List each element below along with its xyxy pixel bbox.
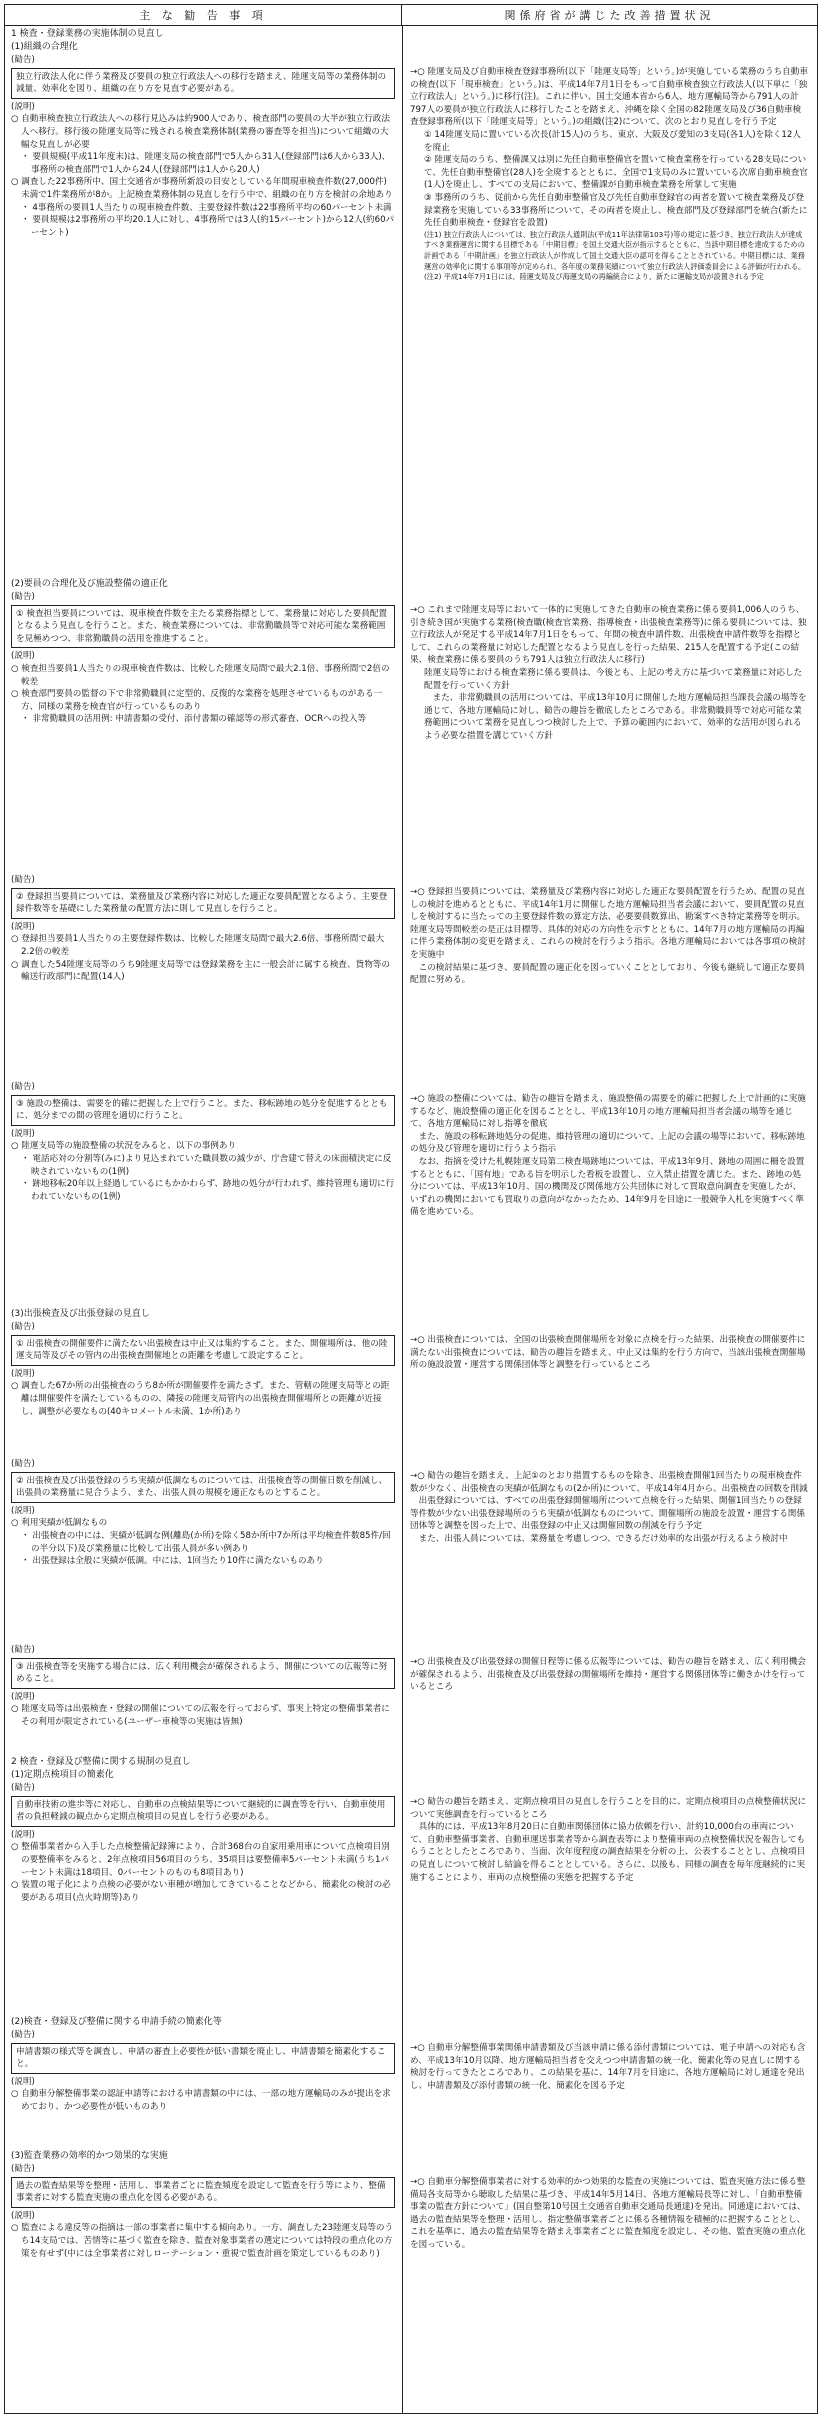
explanation-item: ○ 検査部門要員の監督の下で非常勤職員に定型的、反復的な業務を処理させているものがある一方、同様の業務を検査官が行っているものあり [11, 689, 383, 712]
header-measures: 関係府省が講じた改善措置状況 [504, 9, 715, 22]
recommendation-label: (勧告) [11, 1783, 35, 1793]
subsection-heading-2-3: (3)監査業務の効率的かつ効果的な実施 [11, 2151, 168, 2161]
explanation-label: (説明) [11, 1368, 35, 1379]
recommendation-label: (勧告) [11, 2164, 35, 2174]
table-header [5, 5, 817, 26]
explanation-label: (説明) [11, 921, 35, 932]
document-page [4, 4, 818, 2414]
recommendation-label: (勧告) [11, 875, 35, 885]
explanation-item: ・ 4事務所の要員1人当たりの現車検査件数、主要登録件数は22事務所平均の60パーセント未満 [21, 202, 392, 213]
recommendation-box: 自動車技術の進歩等に対応し、自動車の点検結果等について継続的に調査等を行い、自動車使用者の負担軽減の観点から定期点検項目の見直しを行う必要がある。 [11, 1796, 395, 1827]
recommendation-box: ③ 施設の整備は、需要を的確に把握した上で行うこと。また、移転跡地の処分を促進するとともに、処分までの間の管理を適切に行うこと。 [11, 1095, 395, 1126]
recommendation-box: ① 出張検査の開催要件に満たない出張検査は中止又は集約すること。また、開催場所は、他の陸運支局等及びその管内の出張検査開催地との距離を考慮して設定すること。 [11, 1335, 395, 1366]
recommendation-label: (勧告) [11, 592, 35, 602]
measure-note: (注2) 平成14年7月1日には、陸運支局及び海運支局の再編統合により、新たに運輸支局が設置される予定 [424, 272, 764, 282]
explanation-item: ○ 自動車分解整備事業の認証申請等における申請書類の中には、一部の地方運輸局のみが提出を求めており、かつ必要性が低いものあり [11, 2089, 391, 2112]
explanation-label: (説明) [11, 1691, 35, 1702]
measure-text: →○ 勧告の趣旨を踏まえ、上記①のとおり措置するものを除き、出張検査開催1回当たりの現車検査件数が少なく、出張検査の実績が低調なもの(2か所)について、平成14年4月から、出張検査の回数を削減 出張登録については、すべての出張登録開催場所について点検を行った結果、開催1回当たりの登録等件数が少ない出張登録場所のうち実績が低調なものについて、開催場所の施設を設置・運営する関係団体等と調整を図った上で、出張登録の中止又は開催回数の削減を行う予定 また、出張人員については、業務量を考慮しつつ、できるだけ効率的な出張が行えるよう検討中 [410, 1471, 808, 1544]
explanation-item: ・ 非常勤職員の活用例: 申請書類の受付、添付書類の確認等の形式審査、OCRへの投入等 [21, 714, 367, 725]
explanation-item: ○ 登録担当要員1人当たりの主要登録件数は、比較した陸運支局間で最大2.6倍、事務所間で最大2.2倍の較差 [11, 934, 385, 957]
explanation-label: (説明) [11, 1505, 35, 1516]
measure-text: →○ 陸運支局及び自動車検査登録事務所(以下「陸運支局等」という。)が実施している業務のうち自動車の検査(以下「現車検査」という。)は、平成14年7月1日をもって自動車検査独立行政法人(以下単に「独立行政法人」という。)に移行(注)。これに伴い、国土交通本省から6人、地方運輸局等から791人の計797人の要員が独立行政法人に移行したことを踏まえ、沖縄を除く全国の82陸運支局及び36自動車検査登録事務所(以下「陸運支局等」という。)の組織(注2)について、次のとおり見直しを行う予定 [410, 67, 808, 128]
explanation-item: ・ 出張検査の中には、実績が低調な例(離島(か所)を除く58か所中7か所は平均検査件数85件/回の半分以下)及び業務量に比較して出張人員が多い例あり [21, 1530, 391, 1554]
measure-text: →○ 自動車分解整備事業関係申請書類及び当該申請に係る添付書類については、電子申請への対応も含め、平成13年10月以降、地方運輸局担当者を交えつつ申請書類の統一化、簡素化等の見直しに関する検討を行ってきたところであり、この結果を基に、14年7月を目途に、各地方運輸局に対し通達を発出し、申請書類及び添付書類の統一化、簡素化を図る予定 [410, 2043, 806, 2091]
recommendation-label: (勧告) [11, 55, 35, 65]
explanation-item: ・ 出張登録は全般に実績が低調。中には、1回当たり10件に満たないものあり [21, 1556, 324, 1567]
column-divider [402, 26, 403, 2413]
section-heading-1: 1 検査・登録業務の実施体制の見直し [11, 29, 164, 39]
measure-note: (注1) 独立行政法人については、独立行政法人通則法(平成11年法律第103号)等の規定に基づき、独立行政法人が達成すべき業務運営に関する目標である「中期目標」を国土交通大臣が指示するとともに、当該中期目標を達成するための計画である「中期計画」を独立行政法人が作成して国土交通大臣の認可を得ることとされている。中期目標には、業務運営の効率化に関する事項等が定められ、各年度の業務実績について独立行政法人評価委員会による評価が行われる。 [424, 229, 806, 271]
subsection-heading-2-2: (2)検査・登録及び整備に関する申請手続の簡素化等 [11, 2017, 222, 2027]
measure-text: →○ 出張検査については、全国の出張検査開催場所を対象に点検を行った結果、出張検査の開催要件に満たない出張検査については、勧告の趣旨を踏まえ、中止又は集約を行う方向で、当該出張検査開催場所の施設設置・運営する関係団体等と調整を行っているところ [410, 1335, 806, 1371]
measure-text: →○ 施設の整備については、勧告の趣旨を踏まえ、施設整備の需要を的確に把握した上で計画的に実施するなど、施設整備の適正化を図ることとし、平成13年10月の地方運輸局担当者会議の場等を通じて、各地方運輸局に対し指導を徹底 また、施設の移転跡地処分の促進、維持管理の適切について、上記の会議の場等において、移転跡地の処分及び管理を適切に行うよう指示 なお、指摘を受けた札幌陸運支局第二検査場跡地については、平成13年9月、跡地の周囲に柵を設置するとともに、「国有地」である旨を明示した看板を設置し、立入禁止措置を講じた。また、跡地の処分については、平成13年10月、国の機関及び関係地方公共団体に対して買取意向調査を実施したが、いずれの機関においても買取りの意向がなかったため、14年9月を目途に一般競争入札を実施すべく準備を進めている。 [410, 1094, 806, 1218]
recommendation-label: (勧告) [11, 1645, 35, 1655]
measure-item: ① 14陸運支局に置いている次長(計15人)のうち、東京、大阪及び愛知の3支局(各1人)を除く12人を廃止 [424, 129, 801, 153]
subsection-heading-1-3: (3)出張検査及び出張登録の見直し [11, 1309, 150, 1319]
measure-text: →○ 自動車分解整備事業者に対する効率的かつ効果的な監査の実施については、監査実施方法に係る整備局各支局等から聴取した結果に基づき、平成14年5月14日、各地方運輸局長等に対し、「自動車整備事業の監査方針について」(国自整第10号国土交通省自動車交通局長通達)を発出。同通達においては、過去の監査結果等を整理・活用し、指定整備事業者ごとに係る各種情報を積極的に把握することとし、これを基準に、過去の監査結果等を踏まえ事業者ごとに監査頻度を設定し、その他、監査実施の重点化を図っている。 [410, 2177, 806, 2250]
recommendation-box: ② 出張検査及び出張登録のうち実績が低調なものについては、出張検査等の開催日数を削減し、出張員の業務量に見合うよう、また、出張人員の規模を適正なものとすること。 [11, 1472, 395, 1503]
explanation-item: ・ 跡地移転20年以上経過しているにもかかわらず、跡地の処分が行われず、維持管理も適切に行われていないもの(1例) [21, 1179, 395, 1202]
subsection-heading-2-1: (1)定期点検項目の簡素化 [11, 1770, 114, 1780]
subsection-heading-1-1: (1)組織の合理化 [11, 42, 78, 52]
explanation-label: (説明) [11, 101, 35, 112]
measure-text: →○ 登録担当要員については、業務量及び業務内容に対応した適正な要員配置を行うため、配置の見直しの検討を進めるとともに、平成14年1月に開催した地方運輸局担当者会議において、要員配置の見直しを検討するに当たっての主要登録件数の算定方法、必要要員数算出、勘案すべき特定業務等を明示。 陸運支局等間較差の是正は目標等、具体的対応の方向性を示すとともに、14年7月の地方運輸局の再編に伴う業務体制の変更を踏まえ、これらの検討を行うよう指示。各地方運輸局においては各事項の検討を実施中 この検討結果に基づき、要員配置の適正化を図っていくこととしており、今後も継続して適正な要員配置に努める。 [410, 887, 806, 986]
explanation-label: (説明) [11, 651, 35, 662]
explanation-item: ○ 調査した22事務所中、国土交通省が事務所新設の目安としている年間現車検査件数(27,000件)未満で1件業務所が8か。上記検査業務体制の見直しを行う中で、組織の在り方を検討の余地あり [11, 177, 393, 200]
recommendation-label: (勧告) [11, 1082, 35, 1092]
explanation-label: (説明) [11, 2076, 35, 2087]
explanation-item: ○ 調査した67か所の出張検査のうち8か所が開催要件を満たさず。また、管轄の陸運支局等との距離は開催要件を満たしているものの、隣接の陸運支局管内の出張検査開催場所との距離が近接し、調整が必要なもの(40キロメートル未満、1か所)あり [11, 1381, 390, 1417]
recommendation-box: ① 検査担当要員については、現車検査件数を主たる業務指標として、業務量に対応した要員配置となるよう見直しを行うこと。また、検査業務については、非常勤職員等で対応可能な業務範囲を見極めつつ、非常勤職員の活用を推進すること。 [11, 605, 395, 649]
recommendation-box: 独立行政法人化に伴う業務及び要員の独立行政法人への移行を踏まえ、陸運支局等の業務体制の減量、効率化を図り、組織の在り方を見直す必要がある。 [11, 68, 395, 99]
explanation-label: (説明) [11, 1128, 35, 1139]
explanation-item: ○ 利用実績が低調なもの [11, 1518, 108, 1529]
explanation-item: ○ 整備事業者から入手した点検整備記録簿により、合計368台の自家用乗用車について点検項目別の要整備率をみると、2年点検項目56項目のうち、35項目は要整備率5パーセント未満(うち1パーセント未満は18項目、0パーセントのものも8項目あり) [11, 1842, 390, 1878]
recommendation-box: ③ 出張検査等を実施する場合には、広く利用機会が確保されるよう、開催についての広報等に努めること。 [11, 1658, 395, 1689]
measure-text: →○ 出張検査及び出張登録の開催日程等に係る広報等については、勧告の趣旨を踏まえ、広く利用機会が確保されるよう、出張検査及び出張登録の開催場所を維持・運営する関係団体等に働きかけを行っているところ [410, 1657, 806, 1693]
measure-item: ② 陸運支局のうち、整備課又は別に先任自動車整備官を置いて検査業務を行っている28支局について、先任自動車整備官(28人)を全廃するとともに、全国で1支局のみに置いている次席自動車検査官(1人)を廃止し、すべての支局において、整備課が自動車検査業務を所掌して実施 [424, 155, 808, 191]
recommendation-box: ② 登録担当要員については、業務量及び業務内容に対応した適正な要員配置となるよう、主要登録件数等を基礎にした業務量の配置方法に則して見直しを行うこと。 [11, 888, 395, 919]
explanation-label: (説明) [11, 1829, 35, 1840]
measure-text: →○ 勧告の趣旨を踏まえ、定期点検項目の見直しを行うことを目的に、定期点検項目の点検整備状況について実態調査を行っているところ 具体的には、平成13年8月20日に自動車関係団体に協力依頼を行い、計約10,000台の車両について、自動車整備事業者、自動車運送事業者等から調査表等により整備車両の点検整備状況を報告してもらうこととしたところであり、当面、次年度程度の調査結果を分析の上、公表することとし、点検項目の見直しについて検討し結論を得ることとしている。さらに、以後も、同様の調査を毎年度継続的に実施することにより、車両の点検整備の実態を把握する予定 [410, 1797, 807, 1883]
recommendation-box: 申請書類の様式等を調査し、申請の審査上必要性が低い書類を廃止し、申請書類を簡素化すること。 [11, 2043, 395, 2074]
explanation-item: ○ 陸運支局等は出張検査・登録の開催についての広報を行っておらず、事実上特定の整備事業者にその利用が限定されている(ユーザー車検等の実施は皆無) [11, 1704, 390, 1727]
section-heading-2: 2 検査・登録及び整備に関する規制の見直し [11, 1757, 191, 1767]
explanation-item: ○ 自動車検査独立行政法人への移行見込みは約900人であり、検査部門の要員の大半が独立行政法人へ移行。移行後の陸運支局等に残される検査業務体制(業務の審査等を担当)について組織の大幅な見直しが必要 [11, 114, 390, 150]
explanation-item: ○ 装置の電子化により点検の必要がない車種が増加してきていることなどから、簡素化の検討の必要がある項目(点火時期等)あり [11, 1880, 391, 1903]
measure-item: ③ 事務所のうち、従前から先任自動車整備官及び先任自動車登録官の両者を置いて検査業務及び登録業務を実施している33事務所について、その両者を廃止し、検査部門及び登録部門を統合(新たに先任自動車検査・登録官を設置) [424, 192, 808, 229]
explanation-item: ○ 監査による違反等の指摘は一部の事業者に集中する傾向あり。一方、調査した23陸運支局等のうち14支局では、苦情等に基づく監査を除き、監査対象事業者の選定については特段の重点化の方策を有せず(中には全事業者に対しローテーション・重視で監査計画を策定しているものあり) [11, 2223, 394, 2259]
header-recommendations: 主 な 勧 告 事 項 [5, 5, 402, 25]
explanation-item: ・ 要員規模は2事務所の平均20.1人に対し、4事務所では3人(約15パーセント)から12人(約60パーセント) [21, 215, 395, 238]
measure-text: 陸運支局等における検査業務に係る要員は、今後とも、上記の考え方に基づいて業務量に対応した配置を行っていく方針 また、非常勤職員の活用については、平成13年10月に開催した地方運輸局担当課長会議の場等を通じて、各地方運輸局に対し、勧告の趣旨を徹底したところである。非常勤職員等で対応可能な業務範囲について業務を見直しつつ検討した上で、予算の範囲内において、効率的な活用が図られるよう必要な措置を講じていく方針 [424, 667, 807, 741]
explanation-item: ・ 電話応対の分割等(みに)より見込まれていた職員数の減少が、庁舎建て替えの床面積決定に反映されていないもの(1例) [21, 1153, 392, 1177]
recommendation-label: (勧告) [11, 2030, 35, 2040]
recommendation-label: (勧告) [11, 1459, 35, 1469]
measure-text: →○ これまで陸運支局等において一体的に実施してきた自動車の検査業務に係る要員1,006人のうち、引き続き国が実施する業務(検査職(検査官業務、指導検査・出張検査業務等)に係る要員については、独立行政法人が発足する平成14年7月1日をもって、年間の検査申請件数、出張検査申請件数等を指標として、これらの業務量に対応した配置となるよう見直しを行った結果、215人を配置する予定(この結果、検査業務に係る要員のうち791人は独立行政法人に移行) [410, 605, 807, 666]
explanation-item: ○ 調査した54陸運支局等のうち9陸運支局等では登録業務を主に一般会計に属する検査、貨物等の輸送行政部門に配置(14人) [11, 959, 390, 983]
recommendation-box: 過去の監査結果等を整理・活用し、事業者ごとに監査頻度を設定して監査を行う等により、整備事業者に対する監査実施の重点化を図る必要がある。 [11, 2177, 395, 2208]
table-body [5, 26, 817, 2413]
subsection-heading-1-2: (2)要員の合理化及び施設整備の適正化 [11, 579, 168, 589]
explanation-label: (説明) [11, 2210, 35, 2221]
explanation-item: ・ 要員規模(平成11年度末)は、陸運支局の検査部門で5人から31人(登録部門は6人から33人)、事務所の検査部門で1人から24人(登録部門は1人から20人) [21, 152, 391, 175]
explanation-item: ○ 検査担当要員1人当たりの現車検査件数は、比較した陸運支局間で最大2.1倍、事務所間で2倍の較差 [11, 663, 390, 687]
recommendation-label: (勧告) [11, 1322, 35, 1332]
explanation-item: ○ 陸運支局等の施設整備の状況をみると、以下の事例あり [11, 1141, 237, 1152]
